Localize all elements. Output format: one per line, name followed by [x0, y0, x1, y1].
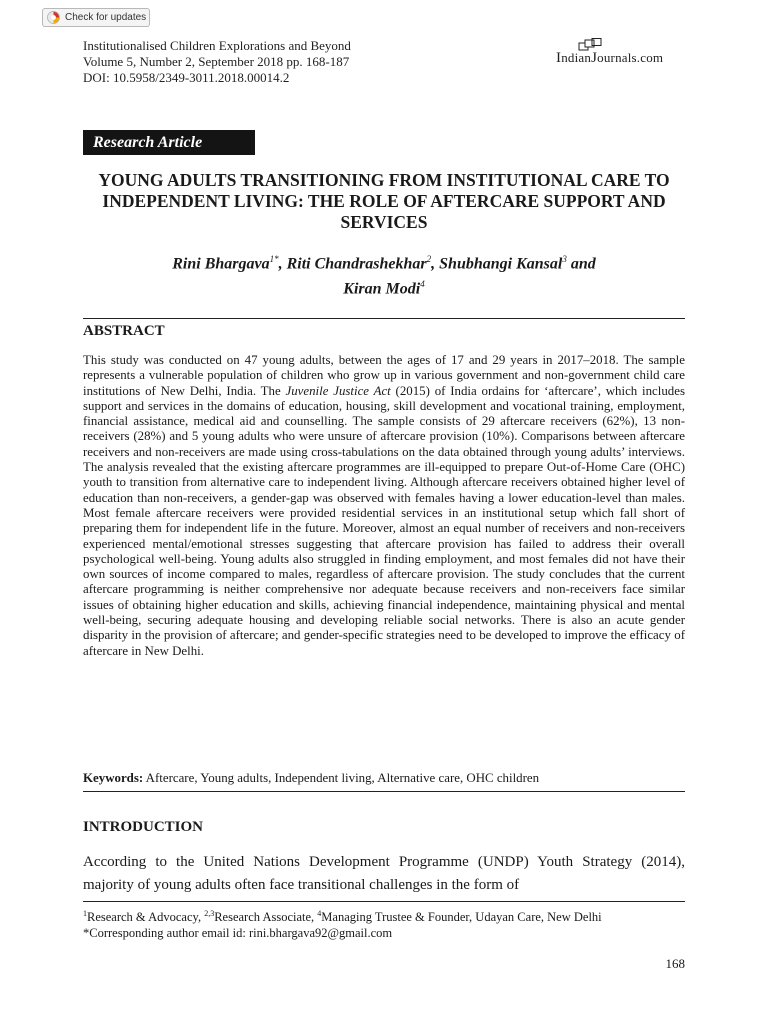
article-type-label: Research Article — [83, 130, 255, 155]
check-for-updates-button[interactable] — [42, 8, 150, 27]
journal-meta — [83, 38, 351, 86]
paper-title: YOUNG ADULTS TRANSITIONING FROM INSTITUTIONAL CARE TO INDEPENDENT LIVING: THE ROLE OF AFTERCARE SUPPORT AND SERVICES — [98, 170, 670, 232]
logo-text: IndianJournals.com — [556, 50, 664, 66]
abstract-heading: ABSTRACT — [83, 323, 165, 339]
divider — [83, 318, 685, 319]
author-list: Rini Bhargava$^{1*}$, Riti Chandrashekhar$^2$, Shubhangi Kansal$^3$ and Kiran Modi$^4$ — [172, 254, 596, 298]
journal-volume: Volume 5, Number 2, September 2018 pp. 168-187 — [83, 54, 350, 69]
crossmark-icon — [47, 11, 60, 24]
page-number: 168 — [665, 956, 685, 971]
check-for-updates-label: Check for updates — [65, 12, 147, 23]
author-name: Shubhangi Kansal — [439, 255, 563, 273]
footnote — [83, 906, 685, 941]
footnote-divider — [83, 901, 685, 902]
author-name: Rini Bhargava — [172, 255, 270, 273]
journal-doi: DOI: 10.5958/2349-3011.2018.00014.2 — [83, 70, 290, 85]
keywords — [83, 770, 685, 786]
abstract-body: This study was conducted on 47 young adults, between the ages of 17 and 29 years in 2017–2018. The sample represents a vulnerable population of children who grow up in various government and non-government child care institutions of New Delhi, India. The Juvenile Justice Act (2015) of India ordains for ‘aftercare’, which includes support and services in the domains of education, housing, skill development and vocational training, employment, financial assistance, medical aid and counselling. The sample consists of 29 aftercare receivers (62%), 13 non-receivers (28%) and 5 young adults who were unsure of aftercare provision (10%). Comparisons between aftercare receivers and non-receivers are made using cross-tabulations on the data obtained through young adults’ interviews. The analysis revealed that the existing aftercare programmes are ill-equipped to prepare Out-of-Home Care (OHC) youth to transition from alternative care to independent living. Although aftercare receivers obtained higher level of education than non-receivers, a gender-gap was observed with females having a lower education-level than males. Most female aftercare receivers were provided residential services in an institutional setup which fall short of preparing them for independent life in the future. Moreover, almost an equal number of receivers and non-receivers experienced mental/emotional stresses suggesting that aftercare provision has failed to address their overall psychological well-being. Young adults also struggled in finding employment, and most females did not have their own sources of income compared to males, regardless of aftercare provision. The study concludes that the current aftercare programming is neither comprehensive nor adequate because receivers and non-receivers face similar issues of obtaining higher education and skills, achieving financial independence, maintaining physical and mental well-being, securing adequate housing and developing reliable social networks. There is also an acute gender disparity in the provision of aftercare; and gender-specific strategies need to be developed to improve the efficacy of aftercare in New Delhi. — [83, 353, 685, 658]
keywords-label: Keywords: — [83, 771, 144, 785]
author-name: Kiran Modi — [343, 280, 421, 298]
author-name: Riti Chandrashekhar — [286, 255, 427, 273]
keywords-list: Aftercare, Young adults, Independent living, Alternative care, OHC children — [143, 771, 540, 785]
introduction-body: According to the United Nations Development Programme (UNDP) Youth Strategy (2014), majority of young adults often face transitional challenges in the form of — [83, 854, 685, 893]
affiliations: $^1$Research & Advocacy, $^{2,3}$Research Associate, $^4$Managing Trustee & Founder, Udayan Care, New Delhi — [83, 909, 602, 925]
indianjournals-logo[interactable] — [556, 38, 696, 68]
journal-name: Institutionalised Children Explorations and Beyond — [83, 38, 351, 53]
introduction-heading: INTRODUCTION — [83, 819, 204, 835]
divider — [83, 791, 685, 792]
corresponding-author: *Corresponding author email id: rini.bhargava92@gmail.com — [83, 926, 393, 941]
